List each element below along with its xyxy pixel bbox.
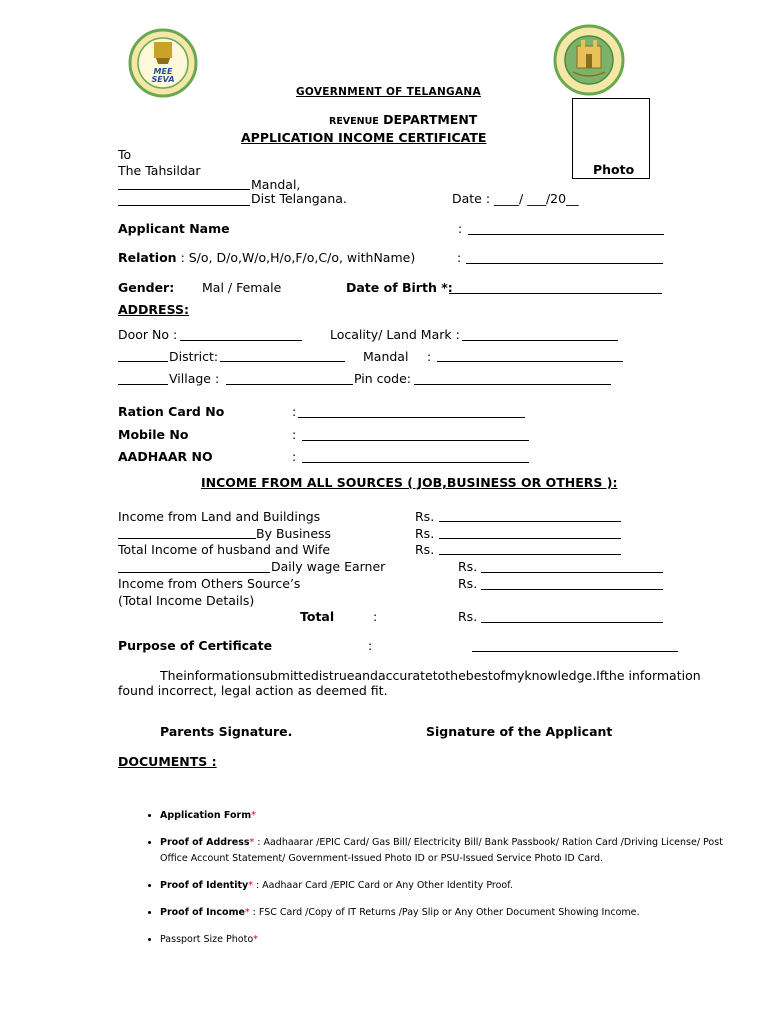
mobile-label: Mobile No (118, 427, 189, 442)
locality-label: Locality/ Land Mark : (330, 327, 460, 342)
applicant-name-colon: : (458, 221, 463, 236)
photo-label: Photo (593, 162, 635, 177)
purpose-colon: : (368, 638, 373, 653)
gender-label: Gender: (118, 280, 175, 295)
document-detail: : Aadhaar Card /EPIC Card or Any Other Identity Proof. (252, 880, 513, 891)
income-land-rs: Rs. (415, 509, 435, 524)
to-label: To (118, 147, 132, 162)
government-heading: GOVERNMENT OF TELANGANA (296, 86, 481, 98)
document-detail: : FSC Card /Copy of IT Returns /Pay Slip or Any Other Document Showing Income. (249, 907, 640, 918)
ration-card-input[interactable] (298, 417, 525, 418)
relation-input[interactable] (466, 263, 663, 264)
svg-text:SEVA: SEVA (151, 75, 175, 84)
required-mark: * (249, 837, 255, 848)
applicant-name-label: Applicant Name (118, 221, 230, 236)
aadhaar-input[interactable] (302, 462, 529, 463)
dob-input[interactable] (449, 293, 662, 294)
income-wage-label: Daily wage Earner (271, 559, 386, 574)
ration-card-colon: : (292, 404, 297, 419)
dob-label: Date of Birth *: (346, 280, 453, 295)
business-prefix-line[interactable] (118, 538, 256, 539)
address-district-input[interactable] (220, 361, 345, 362)
applicant-name-input[interactable] (468, 234, 664, 235)
address-mandal-input[interactable] (437, 361, 623, 362)
wage-prefix-line[interactable] (118, 572, 270, 573)
income-others-input[interactable] (481, 589, 663, 590)
total-rs: Rs. (458, 609, 478, 624)
date-field[interactable]: Date : ____/ ___/20__ (452, 191, 579, 206)
income-spouse-input[interactable] (439, 554, 621, 555)
document-title: Application Form (160, 810, 252, 821)
department-heading (329, 112, 477, 127)
village-label: Village : (169, 371, 220, 386)
document-title: Proof of Address (160, 837, 250, 848)
mobile-input[interactable] (302, 440, 529, 441)
locality-input[interactable] (462, 340, 618, 341)
declaration-line-2: found incorrect, legal action as deemed fit. (118, 683, 388, 698)
form-title: APPLICATION INCOME CERTIFICATE (241, 130, 487, 145)
required-mark: * (248, 880, 253, 891)
total-label: Total (300, 609, 335, 624)
document-title: Proof of Income (160, 907, 245, 918)
relation-label: Relation (118, 250, 177, 265)
tahsildar-label: The Tahsildar (118, 163, 201, 178)
district-label: Dist Telangana. (251, 191, 347, 206)
mobile-colon: : (292, 427, 297, 442)
village-input[interactable] (226, 384, 353, 385)
document-item (160, 932, 740, 948)
income-business-label: By Business (256, 526, 332, 541)
declaration-line-1: Theinformationsubmittedistrueandaccuratetothebestofmyknowledge.Ifthe information (160, 668, 701, 683)
relation-colon: : (457, 250, 462, 265)
income-business-rs: Rs. (415, 526, 435, 541)
income-land-label: Income from Land and Buildings (118, 509, 321, 524)
pincode-label: Pin code: (354, 371, 411, 386)
gender-options[interactable]: Mal / Female (202, 280, 282, 295)
relation-options: : S/o, D/o,W/o,H/o,F/o,C/o, withName) (180, 250, 416, 265)
door-no-label: Door No : (118, 327, 178, 342)
meeseva-logo (128, 28, 198, 98)
document-item (160, 905, 740, 921)
applicant-signature-label: Signature of the Applicant (426, 724, 613, 739)
required-mark: * (253, 934, 258, 945)
income-wage-rs: Rs. (458, 559, 478, 574)
income-spouse-label: Total Income of husband and Wife (118, 542, 331, 557)
document-item (160, 808, 740, 824)
district-line[interactable] (118, 205, 250, 206)
aadhaar-label: AADHAAR NO (118, 449, 213, 464)
village-prefix-line[interactable] (118, 384, 168, 385)
aadhaar-colon: : (292, 449, 297, 464)
document-title: Proof of Identity (160, 880, 249, 891)
address-heading: ADDRESS: (118, 302, 190, 317)
door-no-input[interactable] (180, 340, 302, 341)
document-title: Passport Size Photo (160, 934, 254, 945)
income-wage-input[interactable] (481, 572, 663, 573)
document-detail: : Aadhaarar /EPIC Card/ Gas Bill/ Electricity Bill/ Bank Passbook/ Ration Card /Driving License/ Post Office Account Statement/ Government-Issued Photo ID or PSU-Issued Service Photo ID Card. (160, 837, 723, 864)
department-label: DEPARTMENT (383, 112, 478, 127)
income-spouse-rs: Rs. (415, 542, 435, 557)
pincode-input[interactable] (414, 384, 611, 385)
required-mark: * (251, 810, 256, 821)
required-mark: * (244, 907, 250, 918)
income-others-rs: Rs. (458, 576, 478, 591)
district-prefix-line[interactable] (118, 361, 168, 362)
mandal-line[interactable] (118, 189, 250, 190)
income-others-label: Income from Others Source’s (118, 576, 301, 591)
address-mandal-label: Mandal (363, 349, 409, 364)
total-colon: : (373, 609, 378, 624)
telangana-emblem (553, 24, 625, 96)
income-details-label: (Total Income Details) (118, 593, 255, 608)
purpose-label: Purpose of Certificate (118, 638, 273, 653)
income-land-input[interactable] (439, 521, 621, 522)
relation-row (118, 250, 415, 265)
address-district-label: District: (169, 349, 219, 364)
document-item (160, 835, 740, 867)
documents-list (132, 808, 740, 959)
svg-text:MEE: MEE (153, 67, 173, 76)
income-business-input[interactable] (439, 538, 621, 539)
income-heading: INCOME FROM ALL SOURCES ( JOB,BUSINESS OR OTHERS ): (201, 475, 618, 490)
mandal-label: Mandal, (251, 177, 301, 192)
parents-signature-label: Parents Signature. (160, 724, 293, 739)
department-prefix: REVENUE (329, 116, 379, 127)
address-mandal-colon: : (427, 349, 432, 364)
ration-card-label: Ration Card No (118, 404, 225, 419)
document-item (160, 878, 740, 894)
documents-heading: DOCUMENTS : (118, 754, 217, 769)
total-input[interactable] (481, 622, 663, 623)
purpose-input[interactable] (472, 651, 678, 652)
